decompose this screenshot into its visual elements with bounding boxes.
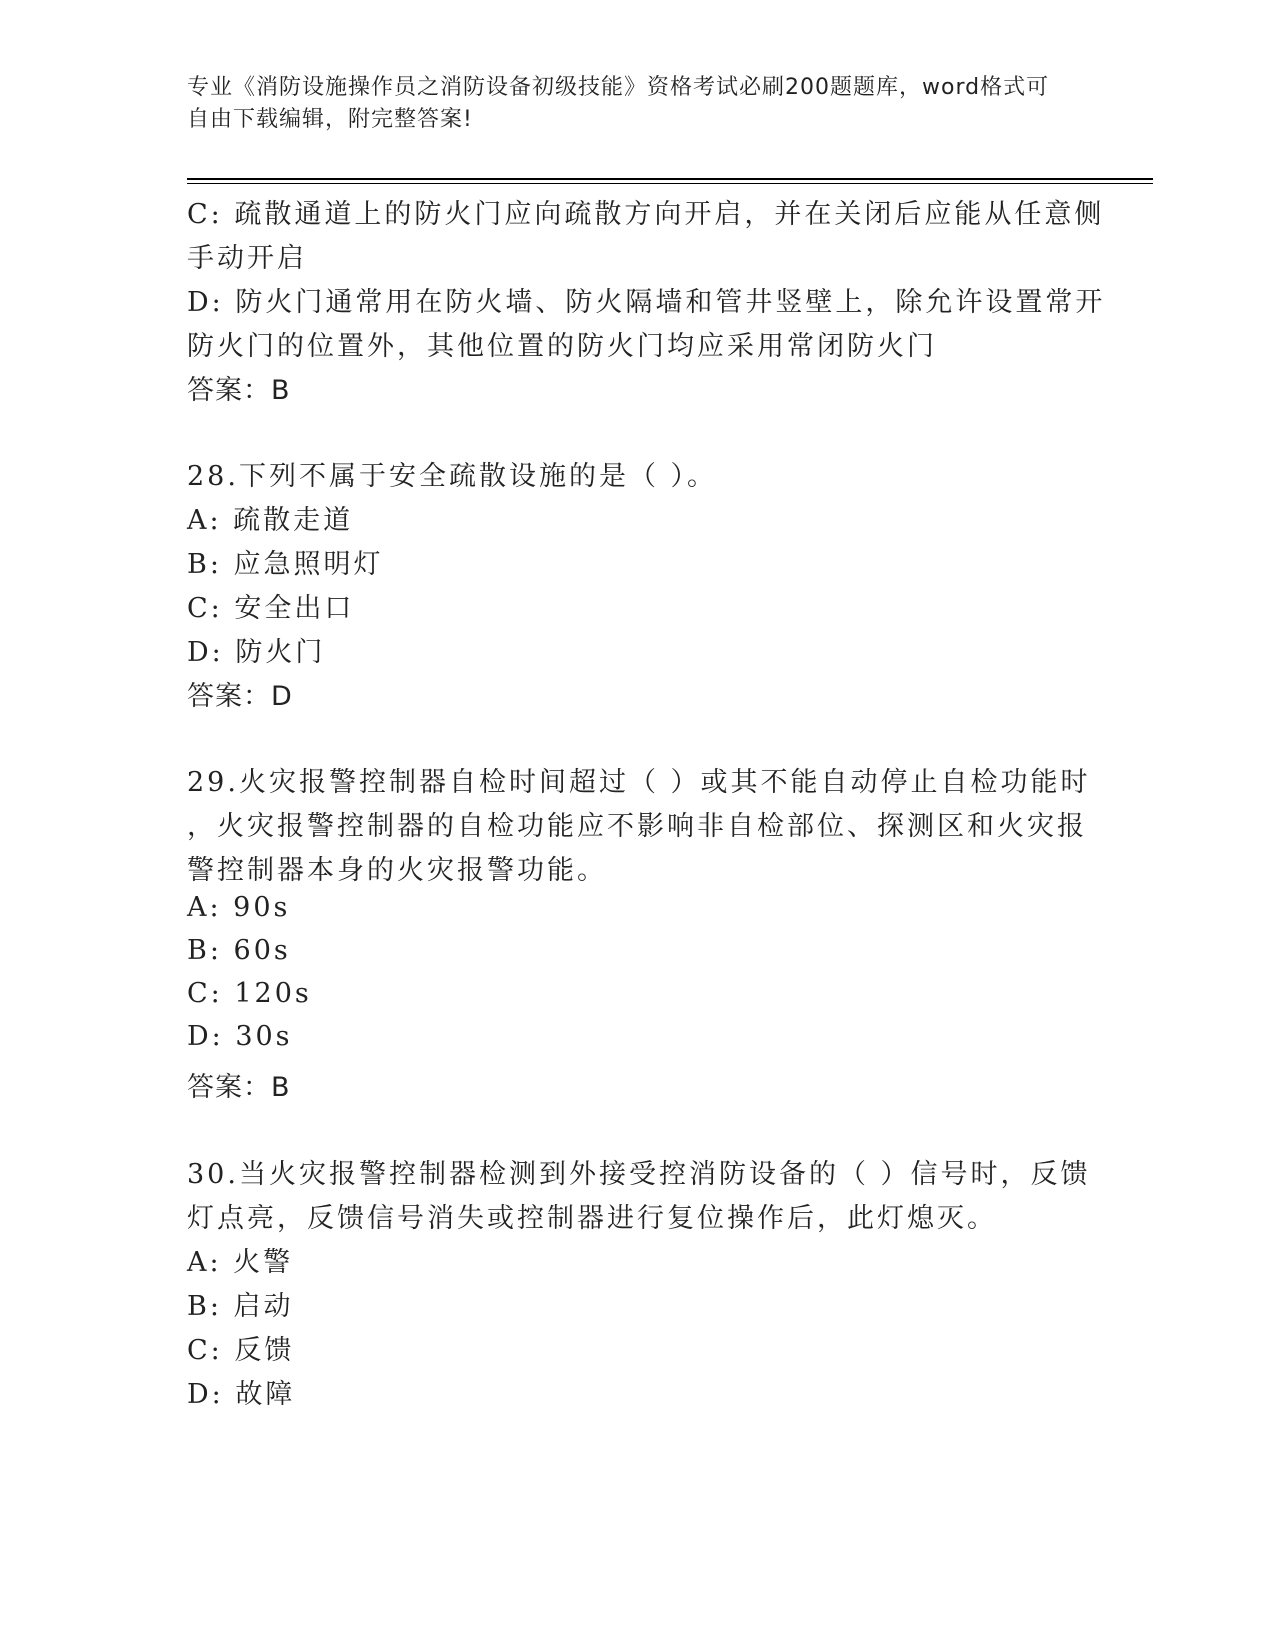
document-header: 专业《消防设施操作员之消防设备初级技能》资格考试必刷200题题库，word格式可自由下载编辑，附完整答案!	[187, 75, 1050, 132]
q27-option-d-line2: 防火门的位置外，其他位置的防火门均应采用常闭防火门	[187, 331, 937, 362]
q27-option-d-line1: D: 防火门通常用在防火墙、防火隔墙和管井竖壁上，除允许设置常开	[187, 287, 1106, 318]
q30-option-c: C: 反馈	[187, 1335, 295, 1366]
q30-option-a: A: 火警	[187, 1247, 294, 1278]
q30-question-line2: 灯点亮，反馈信号消失或控制器进行复位操作后，此灯熄灭。	[187, 1203, 997, 1234]
q30-option-d: D: 故障	[187, 1379, 296, 1410]
q29-option-a: A: 90s	[187, 892, 291, 923]
q29-option-c: C: 120s	[187, 978, 312, 1009]
q27-option-c-line2: 手动开启	[187, 243, 307, 274]
q29-question-line1: 29.火灾报警控制器自检时间超过（ ）或其不能自动停止自检功能时	[187, 767, 1091, 798]
q28-option-b: B: 应急照明灯	[187, 549, 384, 580]
q28-option-a: A: 疏散走道	[187, 505, 354, 536]
q29-option-b: B: 60s	[187, 935, 291, 966]
q28-answer: 答案：D	[187, 681, 293, 712]
q29-option-d: D: 30s	[187, 1021, 293, 1052]
q28-question: 28.下列不属于安全疏散设施的是（ ）。	[187, 461, 718, 492]
q28-option-d: D: 防火门	[187, 637, 326, 668]
q28-option-c: C: 安全出口	[187, 593, 355, 624]
header-divider-thick	[187, 178, 1153, 180]
q29-question-line3: 警控制器本身的火灾报警功能。	[187, 855, 607, 886]
q29-question-line2: ，火灾报警控制器的自检功能应不影响非自检部位、探测区和火灾报	[187, 811, 1087, 842]
q30-option-b: B: 启动	[187, 1291, 294, 1322]
header-divider-thin	[187, 183, 1153, 184]
q30-question-line1: 30.当火灾报警控制器检测到外接受控消防设备的（ ）信号时，反馈	[187, 1159, 1091, 1190]
q27-answer: 答案：B	[187, 375, 291, 406]
q29-answer: 答案：B	[187, 1072, 291, 1103]
q27-option-c-line1: C: 疏散通道上的防火门应向疏散方向开启，并在关闭后应能从任意侧	[187, 199, 1105, 230]
